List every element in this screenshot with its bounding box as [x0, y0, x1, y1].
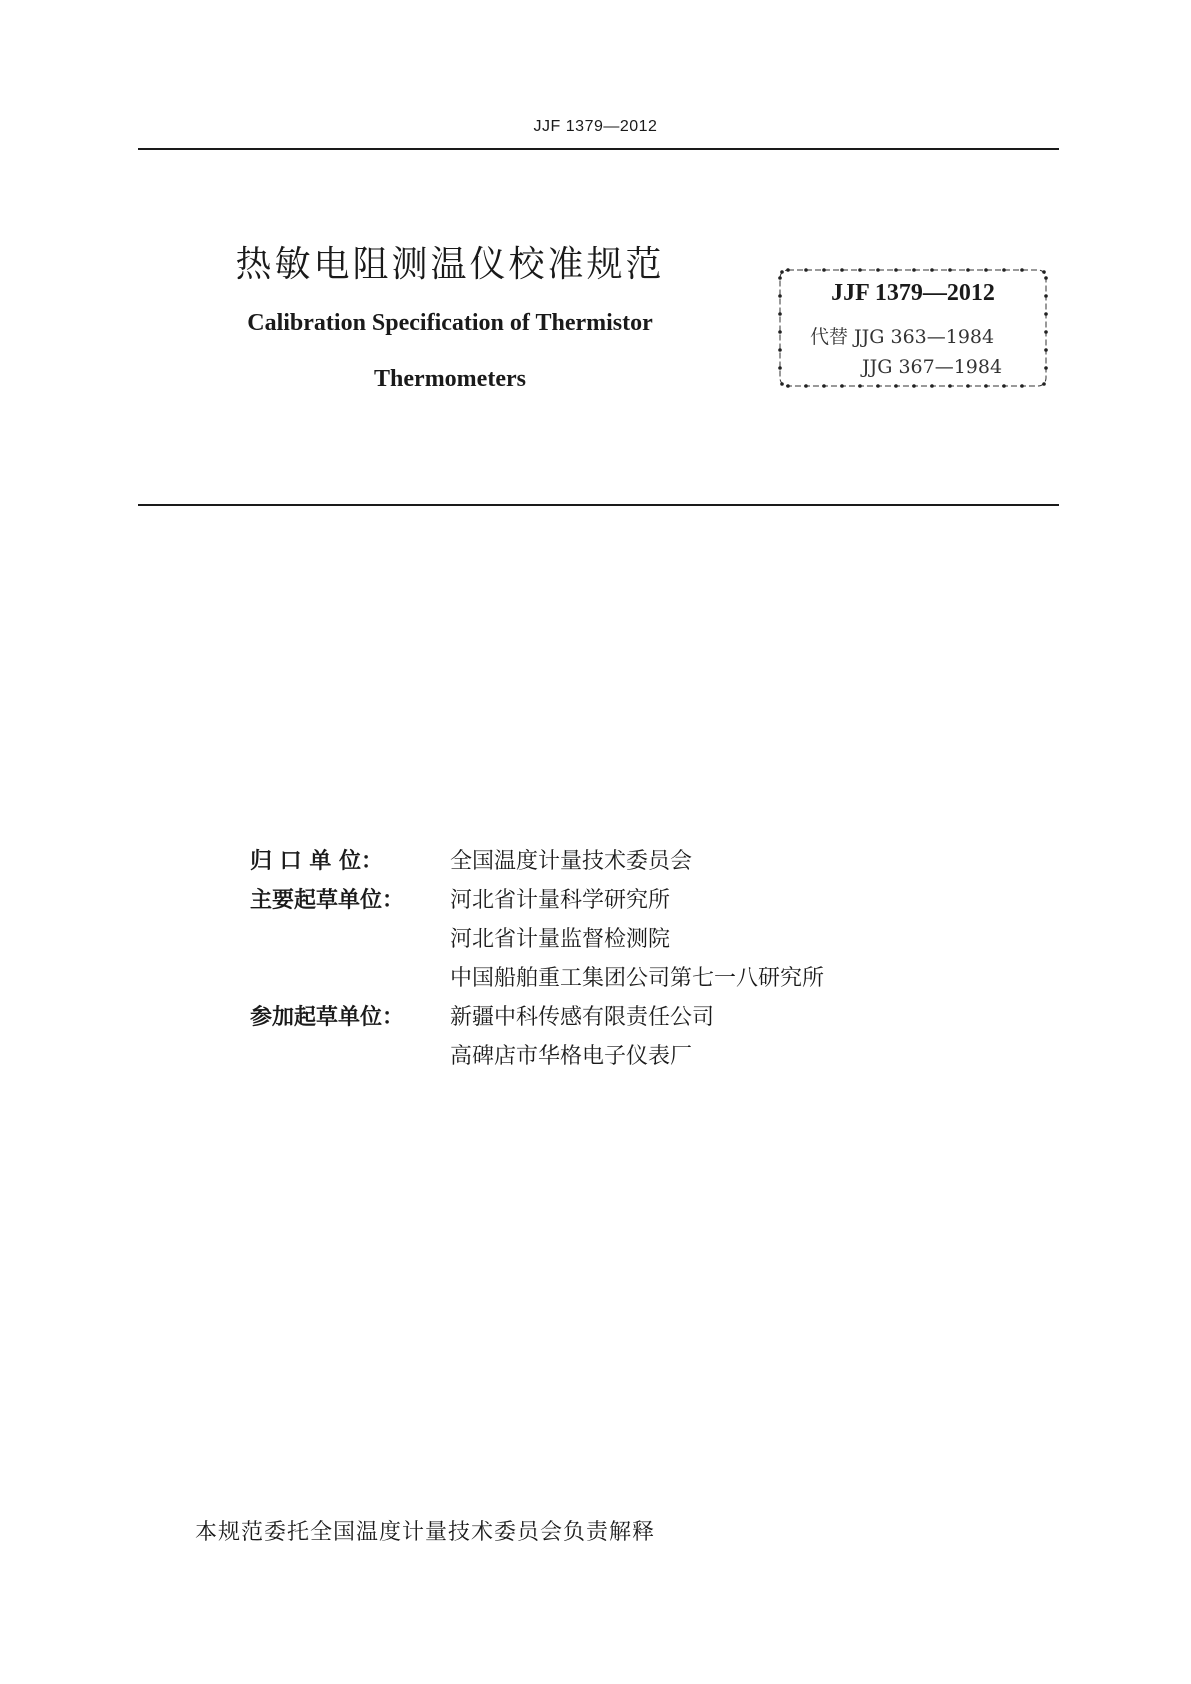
unit-org: 新疆中科传感有限责任公司 [450, 1005, 715, 1030]
drafting-units [250, 842, 824, 1076]
replaces-line-1: 代替 JJG 363—1984 [810, 326, 995, 348]
title-chinese: 热敏电阻测温仪校准规范 [235, 244, 665, 285]
running-header-code: JJF 1379—2012 [533, 118, 658, 135]
title-english-line-1: Calibration Specification of Thermistor [247, 310, 653, 336]
unit-row-responsible [250, 842, 824, 881]
unit-org: 全国温度计量技术委员会 [450, 849, 693, 874]
title-section-rule [138, 504, 1059, 506]
unit-label: 归 口 单 位： [250, 849, 383, 874]
unit-org: 中国船舶重工集团公司第七一八研究所 [450, 966, 825, 991]
unit-orgs [450, 842, 692, 881]
unit-row-main-drafting [250, 881, 824, 998]
document-code: JJF 1379—2012 [831, 280, 995, 306]
unit-orgs [450, 998, 714, 1076]
title-block [200, 235, 700, 407]
unit-label: 主要起草单位： [250, 888, 405, 913]
replaces-line-2: JJG 367—1984 [862, 356, 1003, 378]
unit-row-participating [250, 998, 824, 1076]
document-code-box [776, 266, 1050, 390]
unit-org: 高碑店市华格电子仪表厂 [450, 1044, 693, 1069]
unit-orgs [450, 881, 824, 998]
unit-org: 河北省计量科学研究所 [450, 888, 671, 913]
interpretation-note: 本规范委托全国温度计量技术委员会负责解释 [195, 1520, 656, 1545]
unit-org: 河北省计量监督检测院 [450, 927, 671, 952]
header-rule [138, 148, 1059, 150]
unit-label: 参加起草单位： [250, 1005, 405, 1030]
title-english-line-2: Thermometers [374, 366, 526, 392]
